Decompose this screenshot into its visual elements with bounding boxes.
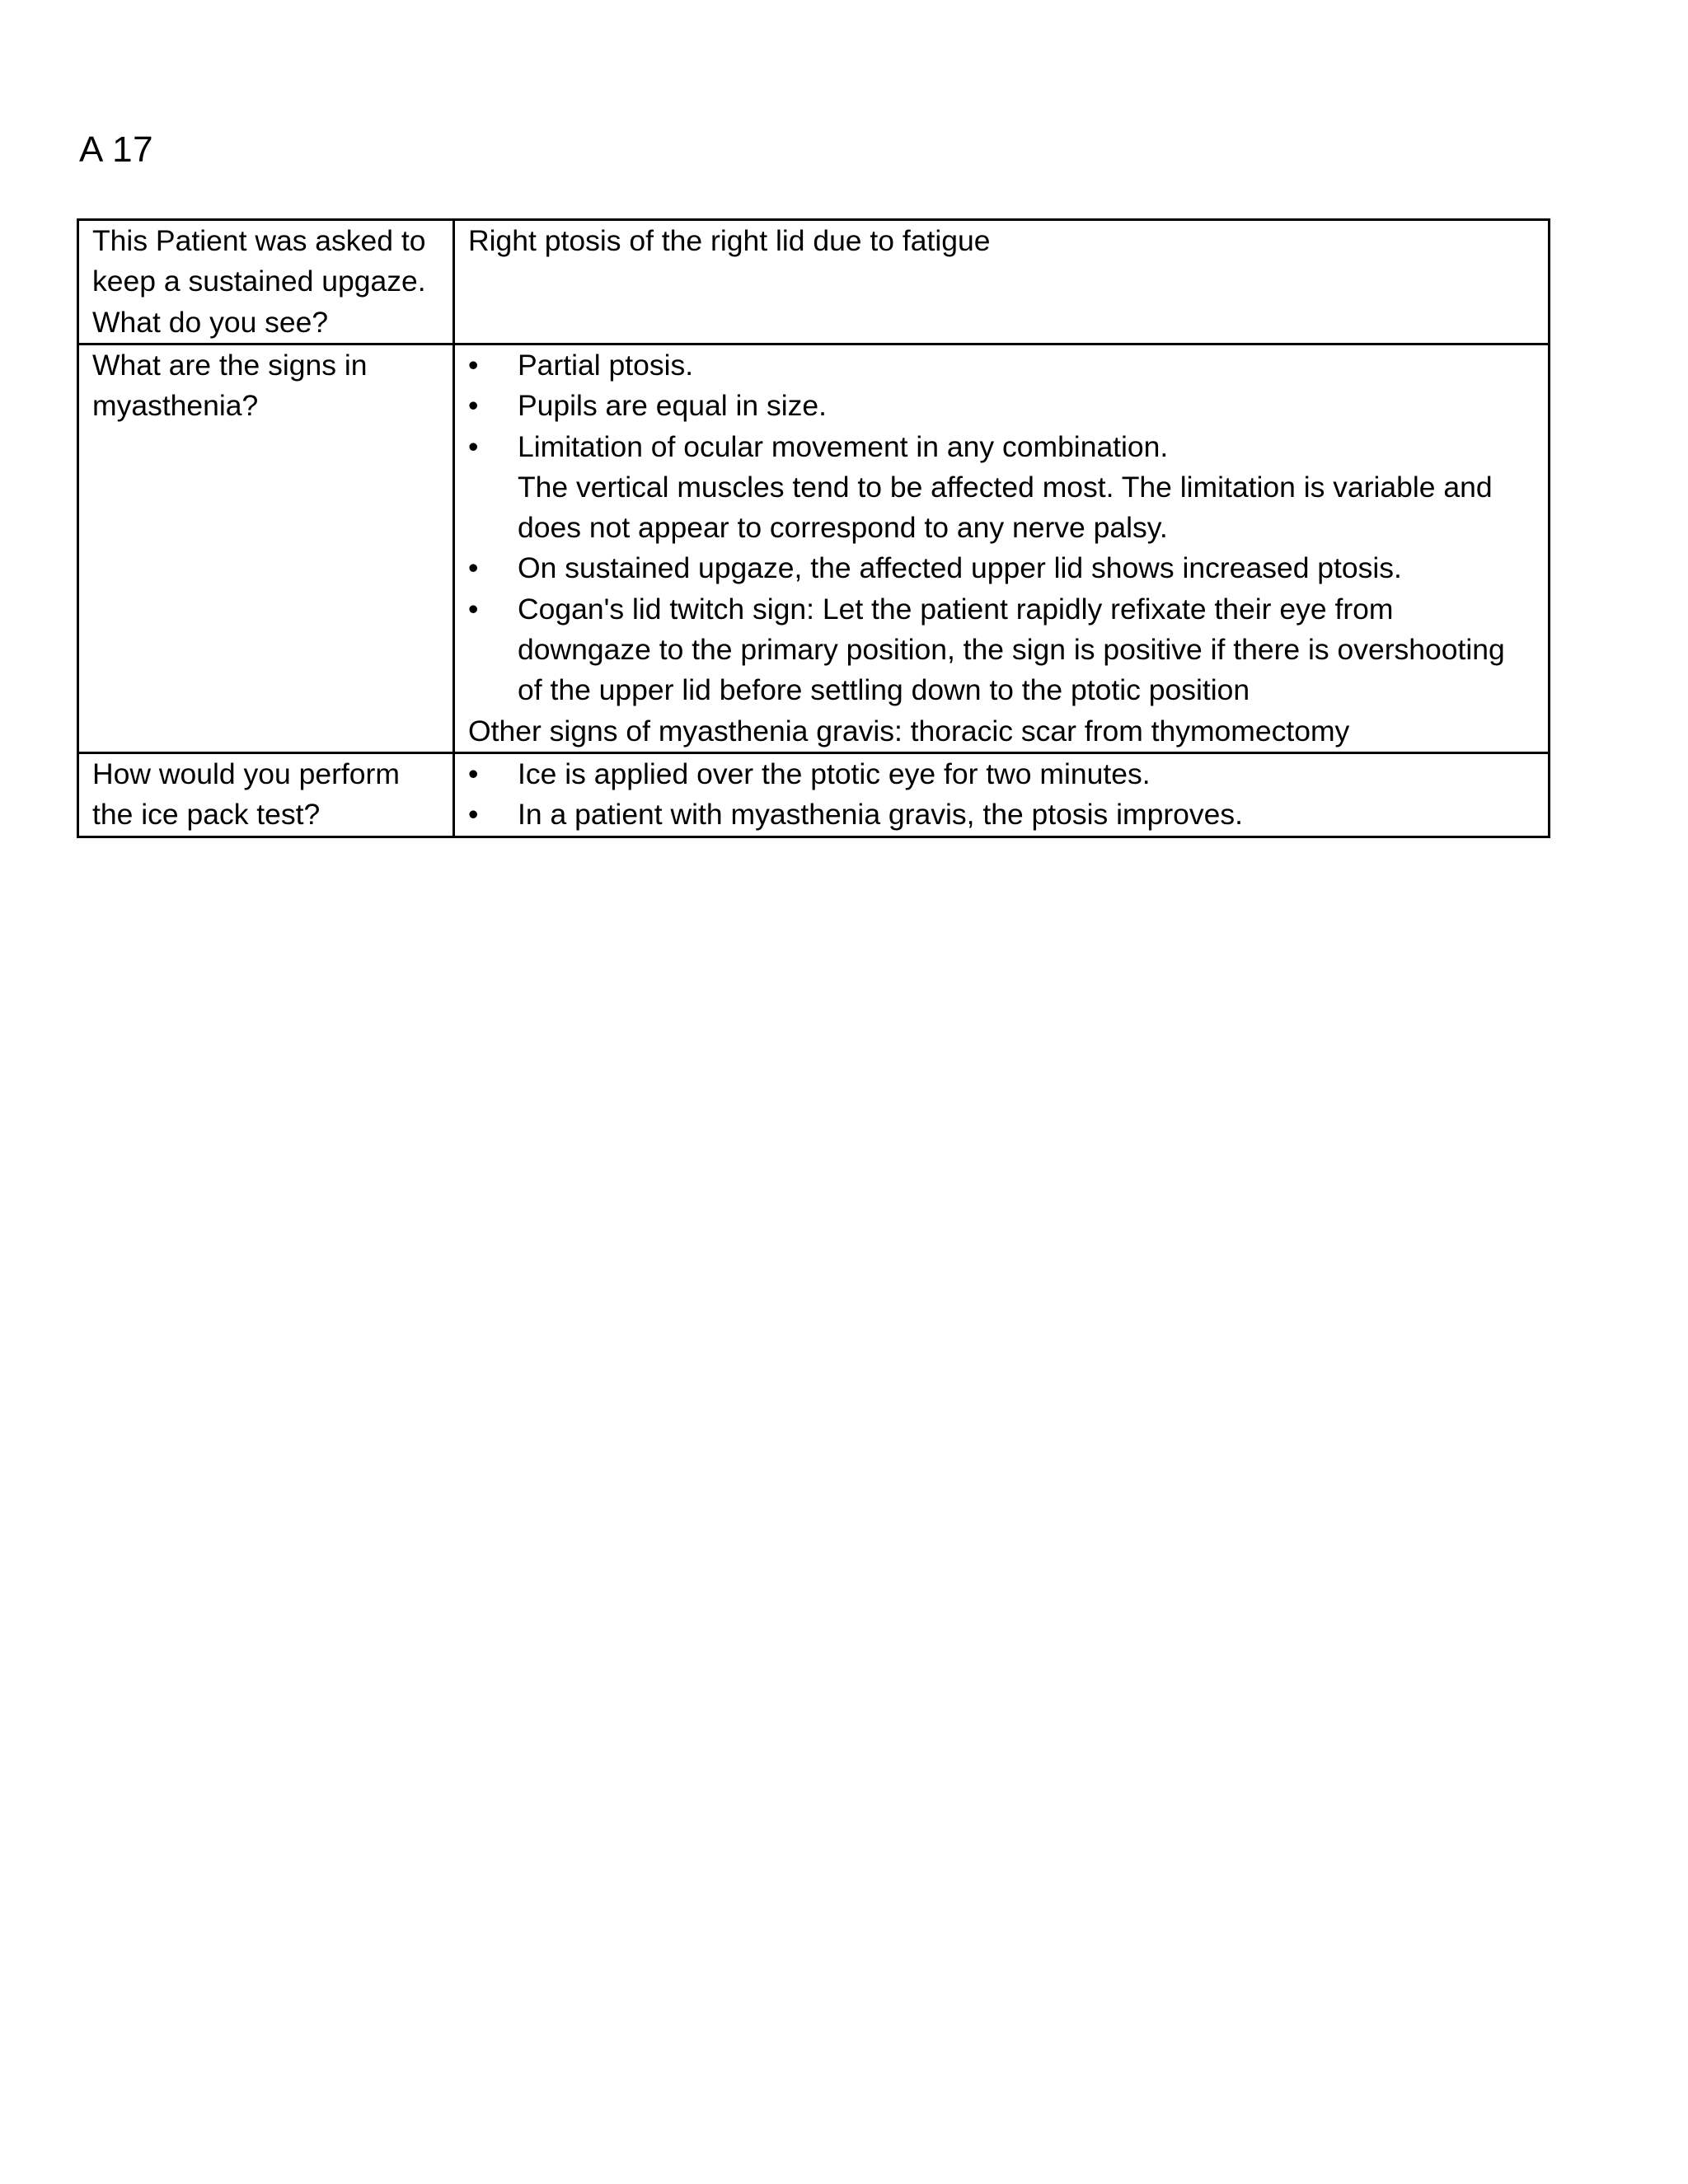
- list-item: [468, 754, 1535, 794]
- answer-cell: [454, 752, 1550, 837]
- list-item-text: On sustained upgaze, the affected upper lid shows increased ptosis.: [518, 551, 1402, 585]
- question-text: What are the signs in myasthenia?: [92, 349, 368, 423]
- ice-test-list: [468, 754, 1535, 836]
- question-text: This Patient was asked to keep a sustained upgaze. What do you see?: [92, 224, 426, 339]
- table-row: [78, 344, 1550, 753]
- answer-cell: [454, 220, 1550, 344]
- list-item-text: Ice is applied over the ptotic eye for two minutes.: [518, 757, 1151, 790]
- list-item-text: Limitation of ocular movement in any combination.: [518, 429, 1169, 463]
- table-row: [78, 752, 1550, 837]
- list-item-text: Pupils are equal in size.: [518, 389, 827, 423]
- bullet-icon: •: [468, 551, 479, 585]
- bullet-icon: •: [468, 592, 479, 626]
- question-cell: [78, 344, 454, 753]
- list-item-text: Cogan's lid twitch sign: Let the patient rapidly refixate their eye from downgaze to the primary position, the sign is positive if there is overshooting of the upper lid before settling down to the ptotic position: [518, 592, 1505, 707]
- question-text: How would you perform the ice pack test?: [92, 757, 400, 832]
- list-item-continuation: The vertical muscles tend to be affected most. The limitation is variable and does not appear to correspond to any nerve palsy.: [518, 470, 1493, 545]
- list-item-text: In a patient with myasthenia gravis, the ptosis improves.: [518, 798, 1244, 832]
- list-item: [468, 548, 1535, 588]
- bullet-icon: •: [468, 389, 479, 423]
- list-item: [468, 386, 1535, 426]
- qa-table: [77, 218, 1550, 838]
- table-row: [78, 220, 1550, 344]
- list-item: [468, 427, 1535, 549]
- answer-text: Right ptosis of the right lid due to fatigue: [468, 224, 991, 257]
- list-item-text: Partial ptosis.: [518, 349, 694, 382]
- question-cell: [78, 220, 454, 344]
- bullet-icon: •: [468, 757, 479, 790]
- signs-list: [468, 345, 1535, 711]
- bullet-icon: •: [468, 349, 479, 382]
- list-item: [468, 794, 1535, 835]
- list-item: [468, 589, 1535, 711]
- page-title: A 17: [79, 129, 154, 170]
- list-item: [468, 345, 1535, 386]
- bullet-icon: •: [468, 798, 479, 832]
- question-cell: [78, 752, 454, 837]
- other-signs-text: Other signs of myasthenia gravis: thoracic scar from thymomectomy: [468, 714, 1350, 748]
- bullet-icon: •: [468, 429, 479, 463]
- answer-cell: [454, 344, 1550, 753]
